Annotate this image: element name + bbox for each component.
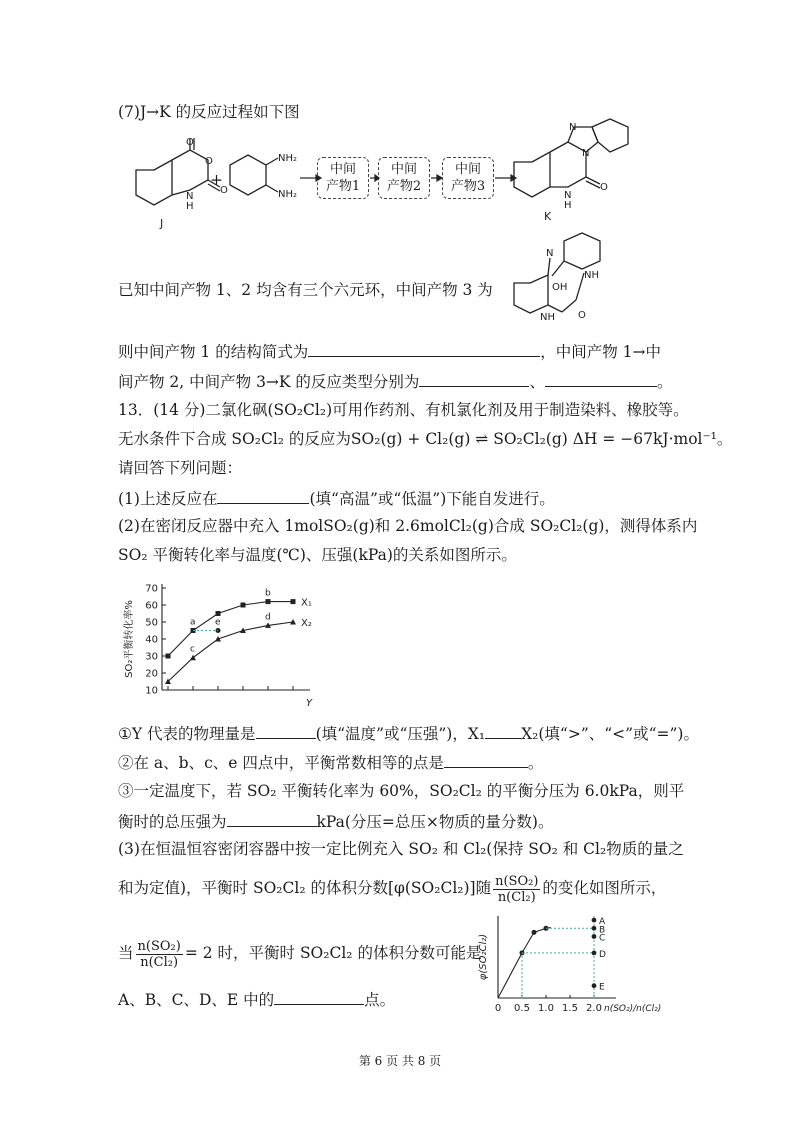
- q13-prompt: 请回答下列问题：: [118, 459, 243, 477]
- y-tick-label: 70: [145, 583, 158, 595]
- molecule-k: [512, 122, 652, 222]
- svg-text:O: O: [220, 185, 228, 196]
- svg-text:N: N: [186, 191, 194, 202]
- svg-text:O: O: [578, 310, 586, 321]
- y-tick-label: 10: [145, 685, 158, 697]
- point-label-c: c: [190, 644, 195, 655]
- q13-title: 13．(14 分)二氯化砜(SO₂Cl₂)可用作药剂、有机氯化剂及用于制造染料、橡胶等。: [118, 401, 689, 419]
- answer-blank-reaction-type-2[interactable]: [545, 370, 657, 387]
- svg-text:O: O: [600, 182, 608, 193]
- y-tick-label: 40: [145, 634, 158, 646]
- y-tick-label: 60: [145, 600, 158, 612]
- q13-part2-iii-line1: ③一定温度下，若 SO₂ 平衡转化率为 60%，SO₂Cl₂ 的平衡分压为 6.0kPa，则平: [118, 782, 685, 800]
- q13-part3-line2: 和为定值)，平衡时 SO₂Cl₂ 的体积分数[φ(SO₂Cl₂)]随 $\frac{\text{n(SO₂)}}{\text{n(Cl₂)}}$ 的变化如图所示，: [118, 873, 667, 905]
- y-axis-label: φ(SO₂Cl₂): [478, 933, 489, 981]
- ratio-fraction-1: $\frac{\text{n(SO₂)}}{\text{n(Cl₂)}}$: [495, 873, 539, 905]
- y-tick-label: 50: [145, 617, 158, 629]
- y-axis-label: SO₂平衡转化率%: [124, 600, 135, 678]
- label-j: J: [160, 217, 164, 230]
- svg-text:NH₂: NH₂: [278, 153, 298, 164]
- svg-text:N: N: [582, 148, 590, 159]
- option-label-A: A: [599, 917, 606, 928]
- answer-blank-intermediate-1[interactable]: [308, 340, 540, 357]
- q13-part1: (1)上述反应在 (填“高温”或“低温”)下能自发进行。: [118, 487, 555, 509]
- option-label-B: B: [599, 925, 606, 936]
- option-label-C: C: [599, 933, 606, 944]
- q7-ask1: 则中间产物 1 的结构简式为 ，中间产物 1→中: [118, 340, 661, 362]
- point-label-d: d: [265, 612, 271, 623]
- answer-blank-point[interactable]: [274, 988, 364, 1005]
- series-label-2: X₂: [301, 618, 312, 629]
- curve-point: [532, 930, 537, 935]
- series-1-point: [291, 599, 296, 604]
- svg-text:OH: OH: [552, 282, 568, 293]
- svg-text:H: H: [186, 201, 194, 212]
- y-tick-label: 30: [145, 651, 158, 663]
- series-line-1: [168, 602, 293, 656]
- option-label-E: E: [599, 982, 605, 993]
- intermediate-2-box: 中间 产物2: [378, 157, 430, 199]
- x-tick-label: 0: [494, 1003, 502, 1014]
- svg-text:O: O: [186, 137, 194, 148]
- series-1-point: [166, 654, 171, 659]
- x-axis-label: Y: [306, 698, 313, 709]
- q13-part2-ii: ②在 a、b、c、e 四点中，平衡常数相等的点是 。: [118, 751, 543, 773]
- intermediate-3-box: 中间 产物3: [442, 157, 494, 199]
- q13-part3-line4: A、B、C、D、E 中的 点。: [118, 988, 395, 1010]
- answer-blank-temperature[interactable]: [217, 487, 309, 504]
- phi-ratio-chart: [478, 912, 678, 1022]
- x-axis-label: n(SO₂)/n(Cl₂): [604, 1004, 662, 1014]
- x-tick-label: 1.5: [562, 1003, 578, 1014]
- svg-text:NH₂: NH₂: [278, 189, 298, 200]
- svg-text:N: N: [546, 248, 554, 259]
- q7-known: 已知中间产物 1、2 均含有三个六元环，中间产物 3 为: [118, 281, 493, 299]
- molecule-intermediate-3: [512, 228, 612, 328]
- point-label-e: e: [215, 617, 221, 628]
- q7-ask2: 间产物 2, 中间产物 3→K 的反应类型分别为 、 。: [118, 370, 672, 392]
- option-point-E: [592, 983, 597, 988]
- series-1-point: [266, 599, 271, 604]
- answer-blank-y-quantity[interactable]: [256, 722, 316, 739]
- svg-text:H: H: [564, 200, 572, 211]
- q13-part2-iii-line2: 衡时的总压强为 kPa(分压=总压×物质的量分数)。: [118, 810, 553, 832]
- plus-sign: +: [210, 171, 223, 189]
- svg-text:O: O: [205, 156, 213, 167]
- q13-part2-line1: (2)在密闭反应器中充入 1molSO₂(g)和 2.6molCl₂(g)合成 SO₂Cl₂(g)，测得体系内: [118, 517, 698, 535]
- svg-text:NH: NH: [540, 312, 555, 323]
- q7-intro: (7)J→K 的反应过程如下图: [118, 103, 300, 121]
- q13-part2-i: ①Y 代表的物理量是 (填“温度”或“压强”)，X₁ X₂(填“>”、“<”或“=”)。: [118, 722, 699, 744]
- series-1-point: [216, 611, 221, 616]
- page-footer: 第 6 页 共 8 页: [358, 1054, 442, 1068]
- svg-text:N: N: [564, 190, 572, 201]
- point-label-a: a: [190, 617, 196, 628]
- q13-part3-line3: 当 $\frac{\text{n(SO₂)}}{\text{n(Cl₂)}}$ = 2 时，平衡时 SO₂Cl₂ 的体积分数可能是: [118, 938, 482, 970]
- answer-blank-equal-k-points[interactable]: [444, 751, 528, 768]
- answer-blank-reaction-type-1[interactable]: [419, 370, 529, 387]
- x-tick-label: 1.0: [538, 1003, 554, 1014]
- label-k: K: [544, 210, 552, 223]
- curve: [498, 927, 551, 998]
- option-label-D: D: [599, 949, 606, 960]
- series-line-2: [168, 622, 293, 682]
- ratio-fraction-2: $\frac{\text{n(SO₂)}}{\text{n(Cl₂)}}$: [137, 938, 181, 970]
- intermediate-1-box: 中间 产物1: [317, 157, 369, 199]
- option-point-B: [592, 926, 597, 931]
- x-tick-label: 0.5: [514, 1003, 530, 1014]
- conversion-chart: [120, 578, 350, 708]
- svg-text:N: N: [569, 122, 577, 133]
- svg-text:NH: NH: [584, 270, 599, 281]
- point-label-b: b: [265, 588, 271, 599]
- answer-blank-total-pressure[interactable]: [227, 810, 317, 827]
- y-tick-label: 20: [145, 668, 158, 680]
- q13-reaction: 无水条件下合成 SO₂Cl₂ 的反应为SO₂(g) + Cl₂(g) ⇌ SO₂Cl₂(g) ΔH = −67kJ·mol⁻¹。: [118, 430, 733, 448]
- q13-part2-line2: SO₂ 平衡转化率与温度(℃)、压强(kPa)的关系如图所示。: [118, 546, 517, 564]
- option-point-C: [592, 934, 597, 939]
- series-1-point: [241, 603, 246, 608]
- option-point-A: [592, 918, 597, 923]
- answer-blank-x-compare[interactable]: [485, 722, 521, 739]
- x-tick-label: 2.0: [586, 1003, 602, 1014]
- q13-part3-line1: (3)在恒温恒容密闭容器中按一定比例充入 SO₂ 和 Cl₂(保持 SO₂ 和 Cl₂物质的量之: [118, 840, 684, 858]
- option-point-D: [592, 951, 597, 956]
- series-label-1: X₁: [301, 597, 312, 609]
